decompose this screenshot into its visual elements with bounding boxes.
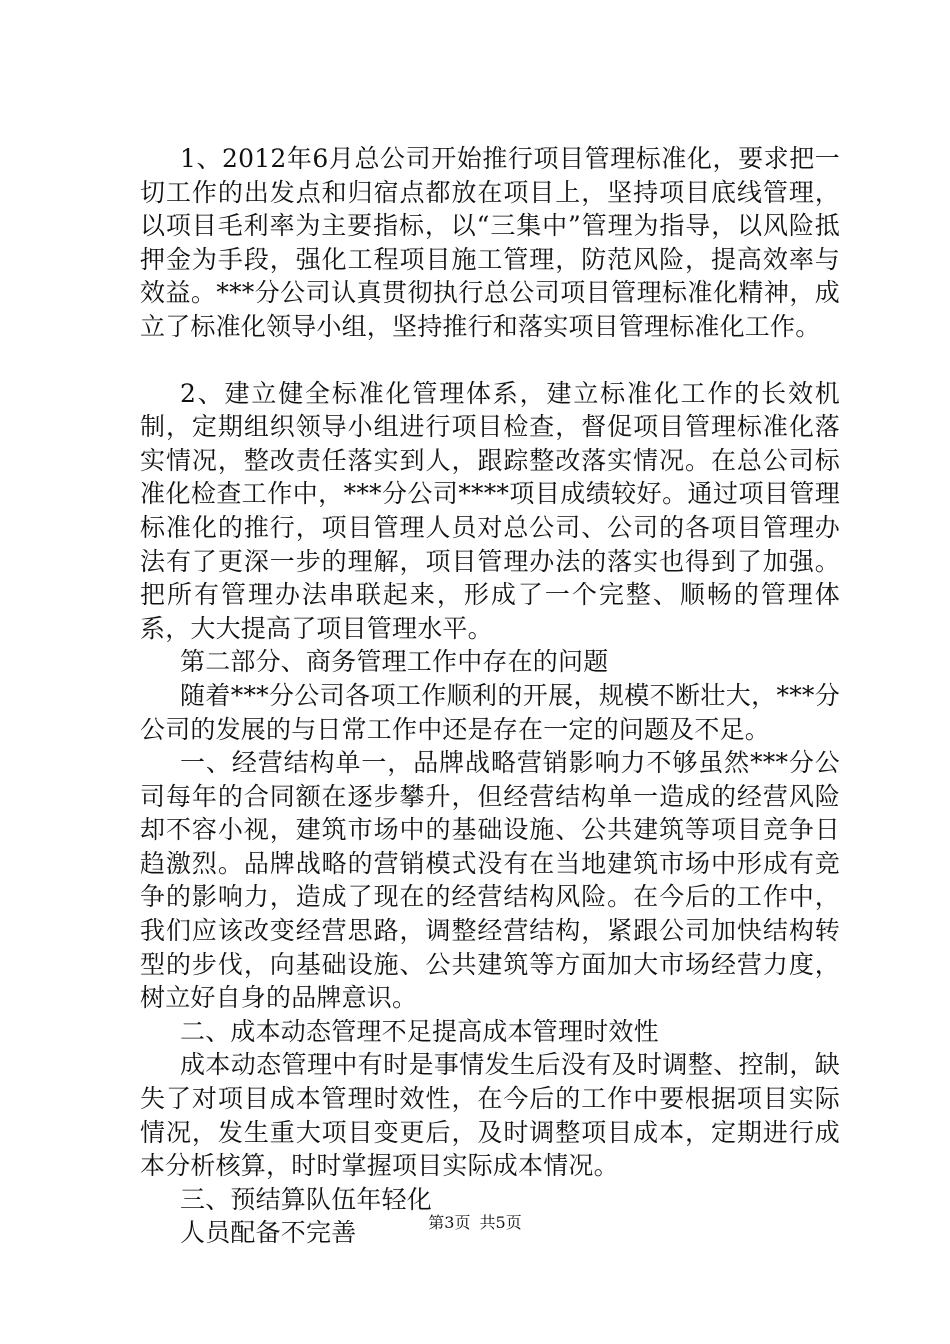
subheading-issue-three: 三、预结算队伍年轻化 xyxy=(180,1184,433,1214)
page-footer xyxy=(0,1213,950,1233)
paragraph-issue-two: 成本动态管理中有时是事情发生后没有及时调整、控制，缺失了对项目成本管理时效性，在今后的工作中要根据项目实际情况，发生重大项目变更后，及时调整项目成本，定期进行成本分析核算，时时掌握项目实际成本情况。 xyxy=(140,1050,840,1181)
section-heading-part-two: 第二部分、商务管理工作中存在的问题 xyxy=(180,647,609,677)
paragraph-issue-three: 人员配备不完善 xyxy=(180,1218,357,1248)
paragraph-standardization-1: 1、2012年6月总公司开始推行项目管理标准化，要求把一切工作的出发点和归宿点都放在项目上，坚持项目底线管理，以项目毛利率为主要指标，以“三集中”管理为指导，以风险抵押金为手段，强化工程项目施工管理，防范风险，提高效率与效益。***分公司认真贯彻执行总公司项目管理标准化精神，成立了标准化领导小组，坚持推行和落实项目管理标准化工作。 xyxy=(140,144,840,341)
document-body xyxy=(140,142,840,1250)
paragraph-spacer xyxy=(140,344,840,377)
paragraph-standardization-2: 2、建立健全标准化管理体系，建立标准化工作的长效机制，定期组织领导小组进行项目检查，督促项目管理标准化落实情况，整改责任落实到人，跟踪整改落实情况。在总公司标准化检查工作中，***分公司****项目成绩较好。通过项目管理标准化的推行，项目管理人员对总公司、公司的各项目管理办法有了更深一步的理解，项目管理办法的落实也得到了加强。把所有管理办法串联起来，形成了一个完整、顺畅的管理体系，大大提高了项目管理水平。 xyxy=(140,378,840,643)
subheading-issue-two: 二、成本动态管理不足提高成本管理时效性 xyxy=(180,1016,659,1046)
paragraph-issue-one: 一、经营结构单一，品牌战略营销影响力不够虽然***分公司每年的合同额在逐步攀升，但经营结构单一造成的经营风险却不容小视，建筑市场中的基础设施、公共建筑等项目竞争日趋激烈。品牌战略的营销模式没有在当地建筑市场中形成有竞争的影响力，造成了现在的经营结构风险。在今后的工作中，我们应该改变经营思路，调整经营结构，紧跟公司加快结构转型的步伐，向基础设施、公共建筑等方面加大市场经营力度，树立好自身的品牌意识。 xyxy=(140,748,840,1013)
page-number: 第3页 xyxy=(428,1213,471,1232)
page-total: 共5页 xyxy=(479,1213,522,1232)
paragraph-problems-intro: 随着***分公司各项工作顺利的开展，规模不断壮大，***分公司的发展的与日常工作中还是存在一定的问题及不足。 xyxy=(140,680,840,744)
